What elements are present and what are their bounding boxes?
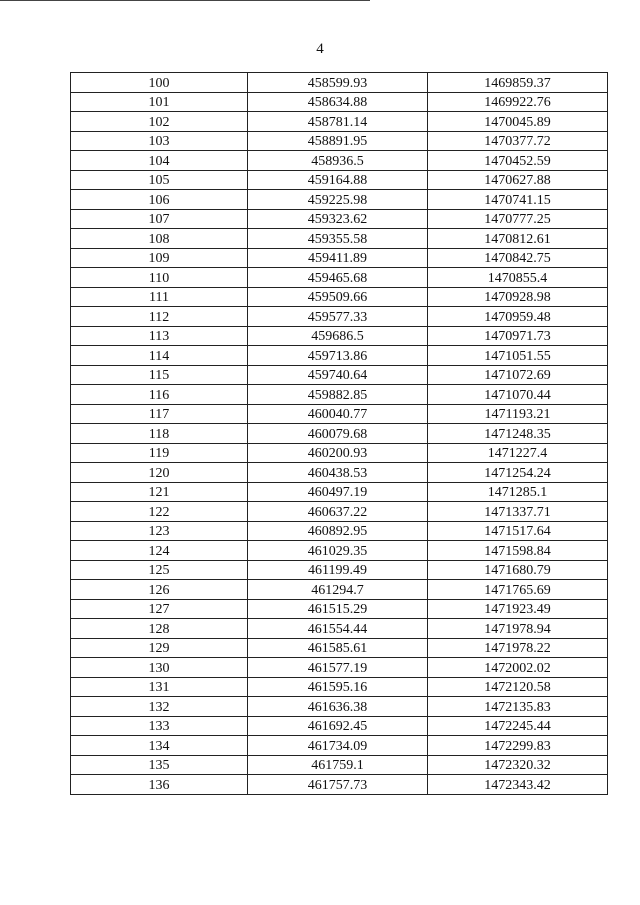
table-row bbox=[71, 365, 608, 385]
point-number-cell: 114 bbox=[71, 346, 248, 366]
y-coordinate-cell: 1472299.83 bbox=[428, 736, 608, 756]
table-row bbox=[71, 482, 608, 502]
table-row bbox=[71, 463, 608, 483]
table-row bbox=[71, 502, 608, 522]
x-coordinate-cell: 461029.35 bbox=[248, 541, 428, 561]
point-number-cell: 102 bbox=[71, 112, 248, 132]
y-coordinate-cell: 1470452.59 bbox=[428, 151, 608, 171]
point-number-cell: 120 bbox=[71, 463, 248, 483]
x-coordinate-cell: 459465.68 bbox=[248, 268, 428, 288]
table-row bbox=[71, 697, 608, 717]
x-coordinate-cell: 461636.38 bbox=[248, 697, 428, 717]
x-coordinate-cell: 458599.93 bbox=[248, 73, 428, 93]
table-row bbox=[71, 346, 608, 366]
point-number-cell: 112 bbox=[71, 307, 248, 327]
x-coordinate-cell: 459509.66 bbox=[248, 287, 428, 307]
table-row bbox=[71, 404, 608, 424]
x-coordinate-cell: 461757.73 bbox=[248, 775, 428, 795]
x-coordinate-cell: 461294.7 bbox=[248, 580, 428, 600]
table-row bbox=[71, 424, 608, 444]
y-coordinate-cell: 1472343.42 bbox=[428, 775, 608, 795]
table-row bbox=[71, 229, 608, 249]
top-rule bbox=[0, 0, 370, 1]
x-coordinate-cell: 458891.95 bbox=[248, 131, 428, 151]
table-row bbox=[71, 268, 608, 288]
point-number-cell: 128 bbox=[71, 619, 248, 639]
point-number-cell: 133 bbox=[71, 716, 248, 736]
x-coordinate-cell: 459740.64 bbox=[248, 365, 428, 385]
y-coordinate-cell: 1470971.73 bbox=[428, 326, 608, 346]
table-row bbox=[71, 658, 608, 678]
x-coordinate-cell: 459225.98 bbox=[248, 190, 428, 210]
x-coordinate-cell: 459577.33 bbox=[248, 307, 428, 327]
point-number-cell: 111 bbox=[71, 287, 248, 307]
point-number-cell: 100 bbox=[71, 73, 248, 93]
point-number-cell: 110 bbox=[71, 268, 248, 288]
y-coordinate-cell: 1471051.55 bbox=[428, 346, 608, 366]
x-coordinate-cell: 461759.1 bbox=[248, 755, 428, 775]
y-coordinate-cell: 1471598.84 bbox=[428, 541, 608, 561]
x-coordinate-cell: 461585.61 bbox=[248, 638, 428, 658]
x-coordinate-cell: 458936.5 bbox=[248, 151, 428, 171]
point-number-cell: 107 bbox=[71, 209, 248, 229]
table-row bbox=[71, 541, 608, 561]
point-number-cell: 135 bbox=[71, 755, 248, 775]
y-coordinate-cell: 1470377.72 bbox=[428, 131, 608, 151]
point-number-cell: 115 bbox=[71, 365, 248, 385]
x-coordinate-cell: 461515.29 bbox=[248, 599, 428, 619]
table-row bbox=[71, 170, 608, 190]
table-row bbox=[71, 190, 608, 210]
x-coordinate-cell: 460497.19 bbox=[248, 482, 428, 502]
table-row bbox=[71, 716, 608, 736]
x-coordinate-cell: 460637.22 bbox=[248, 502, 428, 522]
point-number-cell: 125 bbox=[71, 560, 248, 580]
table-row bbox=[71, 443, 608, 463]
y-coordinate-cell: 1471978.22 bbox=[428, 638, 608, 658]
y-coordinate-cell: 1470812.61 bbox=[428, 229, 608, 249]
table-row bbox=[71, 755, 608, 775]
x-coordinate-cell: 460892.95 bbox=[248, 521, 428, 541]
x-coordinate-cell: 458781.14 bbox=[248, 112, 428, 132]
table-row bbox=[71, 112, 608, 132]
point-number-cell: 119 bbox=[71, 443, 248, 463]
table-row bbox=[71, 307, 608, 327]
y-coordinate-cell: 1470627.88 bbox=[428, 170, 608, 190]
y-coordinate-cell: 1472120.58 bbox=[428, 677, 608, 697]
point-number-cell: 121 bbox=[71, 482, 248, 502]
y-coordinate-cell: 1472245.44 bbox=[428, 716, 608, 736]
point-number-cell: 132 bbox=[71, 697, 248, 717]
table-row bbox=[71, 677, 608, 697]
x-coordinate-cell: 461692.45 bbox=[248, 716, 428, 736]
point-number-cell: 134 bbox=[71, 736, 248, 756]
y-coordinate-cell: 1471227.4 bbox=[428, 443, 608, 463]
point-number-cell: 116 bbox=[71, 385, 248, 405]
table-row bbox=[71, 638, 608, 658]
point-number-cell: 118 bbox=[71, 424, 248, 444]
point-number-cell: 123 bbox=[71, 521, 248, 541]
x-coordinate-cell: 460040.77 bbox=[248, 404, 428, 424]
y-coordinate-cell: 1471923.49 bbox=[428, 599, 608, 619]
point-number-cell: 105 bbox=[71, 170, 248, 190]
table-row bbox=[71, 619, 608, 639]
point-number-cell: 117 bbox=[71, 404, 248, 424]
x-coordinate-cell: 459882.85 bbox=[248, 385, 428, 405]
y-coordinate-cell: 1470741.15 bbox=[428, 190, 608, 210]
x-coordinate-cell: 460200.93 bbox=[248, 443, 428, 463]
point-number-cell: 106 bbox=[71, 190, 248, 210]
x-coordinate-cell: 461199.49 bbox=[248, 560, 428, 580]
x-coordinate-cell: 460079.68 bbox=[248, 424, 428, 444]
x-coordinate-cell: 459355.58 bbox=[248, 229, 428, 249]
y-coordinate-cell: 1470842.75 bbox=[428, 248, 608, 268]
y-coordinate-cell: 1471765.69 bbox=[428, 580, 608, 600]
y-coordinate-cell: 1471978.94 bbox=[428, 619, 608, 639]
point-number-cell: 129 bbox=[71, 638, 248, 658]
table-row bbox=[71, 521, 608, 541]
point-number-cell: 113 bbox=[71, 326, 248, 346]
y-coordinate-cell: 1471070.44 bbox=[428, 385, 608, 405]
y-coordinate-cell: 1470045.89 bbox=[428, 112, 608, 132]
y-coordinate-cell: 1471072.69 bbox=[428, 365, 608, 385]
x-coordinate-cell: 459164.88 bbox=[248, 170, 428, 190]
x-coordinate-cell: 458634.88 bbox=[248, 92, 428, 112]
x-coordinate-cell: 459686.5 bbox=[248, 326, 428, 346]
point-number-cell: 108 bbox=[71, 229, 248, 249]
y-coordinate-cell: 1471193.21 bbox=[428, 404, 608, 424]
table-row bbox=[71, 248, 608, 268]
point-number-cell: 109 bbox=[71, 248, 248, 268]
point-number-cell: 127 bbox=[71, 599, 248, 619]
table-row bbox=[71, 599, 608, 619]
page-number: 4 bbox=[316, 41, 324, 57]
table-row bbox=[71, 560, 608, 580]
table-row bbox=[71, 151, 608, 171]
table-row bbox=[71, 775, 608, 795]
table-row bbox=[71, 580, 608, 600]
table-row bbox=[71, 73, 608, 93]
x-coordinate-cell: 459713.86 bbox=[248, 346, 428, 366]
x-coordinate-cell: 461595.16 bbox=[248, 677, 428, 697]
table-row bbox=[71, 385, 608, 405]
y-coordinate-cell: 1470959.48 bbox=[428, 307, 608, 327]
point-number-cell: 103 bbox=[71, 131, 248, 151]
y-coordinate-cell: 1470855.4 bbox=[428, 268, 608, 288]
y-coordinate-cell: 1471248.35 bbox=[428, 424, 608, 444]
y-coordinate-cell: 1471517.64 bbox=[428, 521, 608, 541]
point-number-cell: 126 bbox=[71, 580, 248, 600]
y-coordinate-cell: 1469922.76 bbox=[428, 92, 608, 112]
point-number-cell: 104 bbox=[71, 151, 248, 171]
x-coordinate-cell: 461734.09 bbox=[248, 736, 428, 756]
coordinates-table-body bbox=[71, 73, 608, 795]
x-coordinate-cell: 459323.62 bbox=[248, 209, 428, 229]
y-coordinate-cell: 1472135.83 bbox=[428, 697, 608, 717]
y-coordinate-cell: 1469859.37 bbox=[428, 73, 608, 93]
table-row bbox=[71, 131, 608, 151]
point-number-cell: 130 bbox=[71, 658, 248, 678]
point-number-cell: 122 bbox=[71, 502, 248, 522]
point-number-cell: 101 bbox=[71, 92, 248, 112]
y-coordinate-cell: 1471337.71 bbox=[428, 502, 608, 522]
x-coordinate-cell: 461577.19 bbox=[248, 658, 428, 678]
x-coordinate-cell: 460438.53 bbox=[248, 463, 428, 483]
point-number-cell: 131 bbox=[71, 677, 248, 697]
y-coordinate-cell: 1471680.79 bbox=[428, 560, 608, 580]
y-coordinate-cell: 1471285.1 bbox=[428, 482, 608, 502]
table-row bbox=[71, 209, 608, 229]
y-coordinate-cell: 1470777.25 bbox=[428, 209, 608, 229]
y-coordinate-cell: 1470928.98 bbox=[428, 287, 608, 307]
point-number-cell: 124 bbox=[71, 541, 248, 561]
y-coordinate-cell: 1471254.24 bbox=[428, 463, 608, 483]
table-row bbox=[71, 326, 608, 346]
table-row bbox=[71, 736, 608, 756]
y-coordinate-cell: 1472320.32 bbox=[428, 755, 608, 775]
coordinates-table bbox=[70, 72, 608, 795]
table-row bbox=[71, 287, 608, 307]
point-number-cell: 136 bbox=[71, 775, 248, 795]
x-coordinate-cell: 461554.44 bbox=[248, 619, 428, 639]
table-row bbox=[71, 92, 608, 112]
y-coordinate-cell: 1472002.02 bbox=[428, 658, 608, 678]
x-coordinate-cell: 459411.89 bbox=[248, 248, 428, 268]
